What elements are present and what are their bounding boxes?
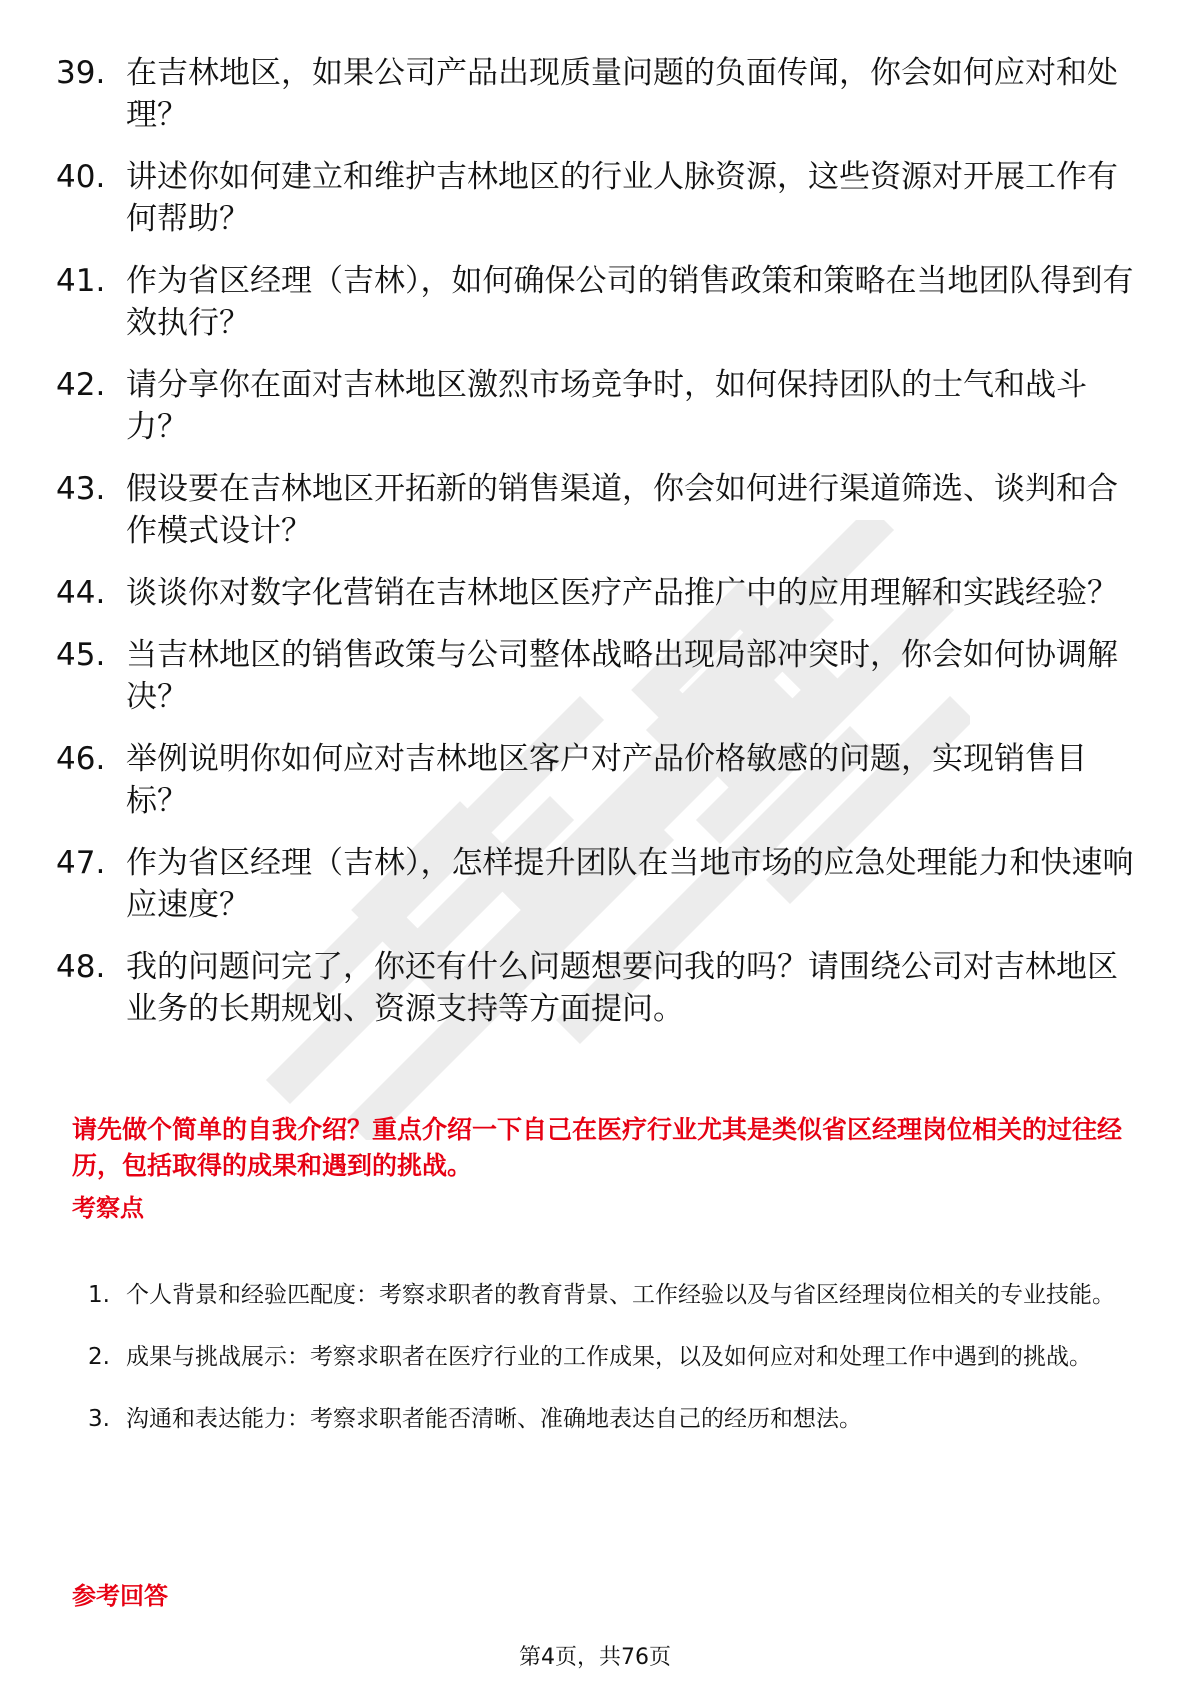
question-item — [56, 572, 1136, 614]
question-item — [56, 738, 1136, 822]
question-item — [56, 842, 1136, 926]
question-number: 47. — [56, 845, 106, 881]
question-item — [56, 468, 1136, 552]
question-text: 作为省区经理（吉林），如何确保公司的销售政策和策略在当地团队得到有效执行？ — [126, 263, 1134, 341]
assessment-points — [88, 1266, 1138, 1452]
highlight-question: 请先做个简单的自我介绍？重点介绍一下自己在医疗行业尤其是类似省区经理岗位相关的过往经历，包括取得的成果和遇到的挑战。 — [72, 1115, 1123, 1180]
question-item — [56, 260, 1136, 344]
question-item — [56, 52, 1136, 136]
question-text: 在吉林地区，如果公司产品出现质量问题的负面传闻，你会如何应对和处理？ — [126, 55, 1118, 133]
question-text: 举例说明你如何应对吉林地区客户对产品价格敏感的问题，实现销售目标？ — [126, 741, 1087, 819]
assessment-point — [88, 1390, 1138, 1448]
reference-answer-title: 参考回答 — [72, 1582, 168, 1610]
question-number: 44. — [56, 575, 106, 611]
question-item — [56, 156, 1136, 240]
question-number: 41. — [56, 263, 106, 299]
question-number: 46. — [56, 741, 106, 777]
assessment-title: 考察点 — [72, 1194, 144, 1222]
question-number: 43. — [56, 471, 106, 507]
assessment-point — [88, 1266, 1138, 1324]
point-text: 沟通和表达能力：考察求职者能否清晰、准确地表达自己的经历和想法。 — [126, 1406, 862, 1432]
question-number: 42. — [56, 367, 106, 403]
question-number: 40. — [56, 159, 106, 195]
question-number: 45. — [56, 637, 106, 673]
point-number: 2. — [88, 1344, 110, 1370]
question-number: 48. — [56, 949, 106, 985]
point-number: 3. — [88, 1406, 110, 1432]
question-list — [56, 52, 1136, 1050]
question-text: 讲述你如何建立和维护吉林地区的行业人脉资源，这些资源对开展工作有何帮助？ — [126, 159, 1118, 237]
assessment-point — [88, 1328, 1138, 1386]
question-text: 当吉林地区的销售政策与公司整体战略出现局部冲突时，你会如何协调解决？ — [126, 637, 1118, 715]
point-text: 个人背景和经验匹配度：考察求职者的教育背景、工作经验以及与省区经理岗位相关的专业技能。 — [126, 1282, 1115, 1308]
question-number: 39. — [56, 55, 106, 91]
question-text: 谈谈你对数字化营销在吉林地区医疗产品推广中的应用理解和实践经验？ — [126, 575, 1118, 611]
question-item — [56, 946, 1136, 1030]
question-item — [56, 364, 1136, 448]
page-footer: 第4页，共76页 — [519, 1645, 671, 1670]
point-text: 成果与挑战展示：考察求职者在医疗行业的工作成果，以及如何应对和处理工作中遇到的挑战。 — [126, 1344, 1092, 1370]
question-text: 我的问题问完了，你还有什么问题想要问我的吗？请围绕公司对吉林地区业务的长期规划、资源支持等方面提问。 — [126, 949, 1118, 1027]
question-text: 作为省区经理（吉林），怎样提升团队在当地市场的应急处理能力和快速响应速度？ — [126, 845, 1134, 923]
point-number: 1. — [88, 1282, 110, 1308]
question-item — [56, 634, 1136, 718]
question-text: 请分享你在面对吉林地区激烈市场竞争时，如何保持团队的士气和战斗力？ — [126, 367, 1087, 445]
question-text: 假设要在吉林地区开拓新的销售渠道，你会如何进行渠道筛选、谈判和合作模式设计？ — [126, 471, 1118, 549]
